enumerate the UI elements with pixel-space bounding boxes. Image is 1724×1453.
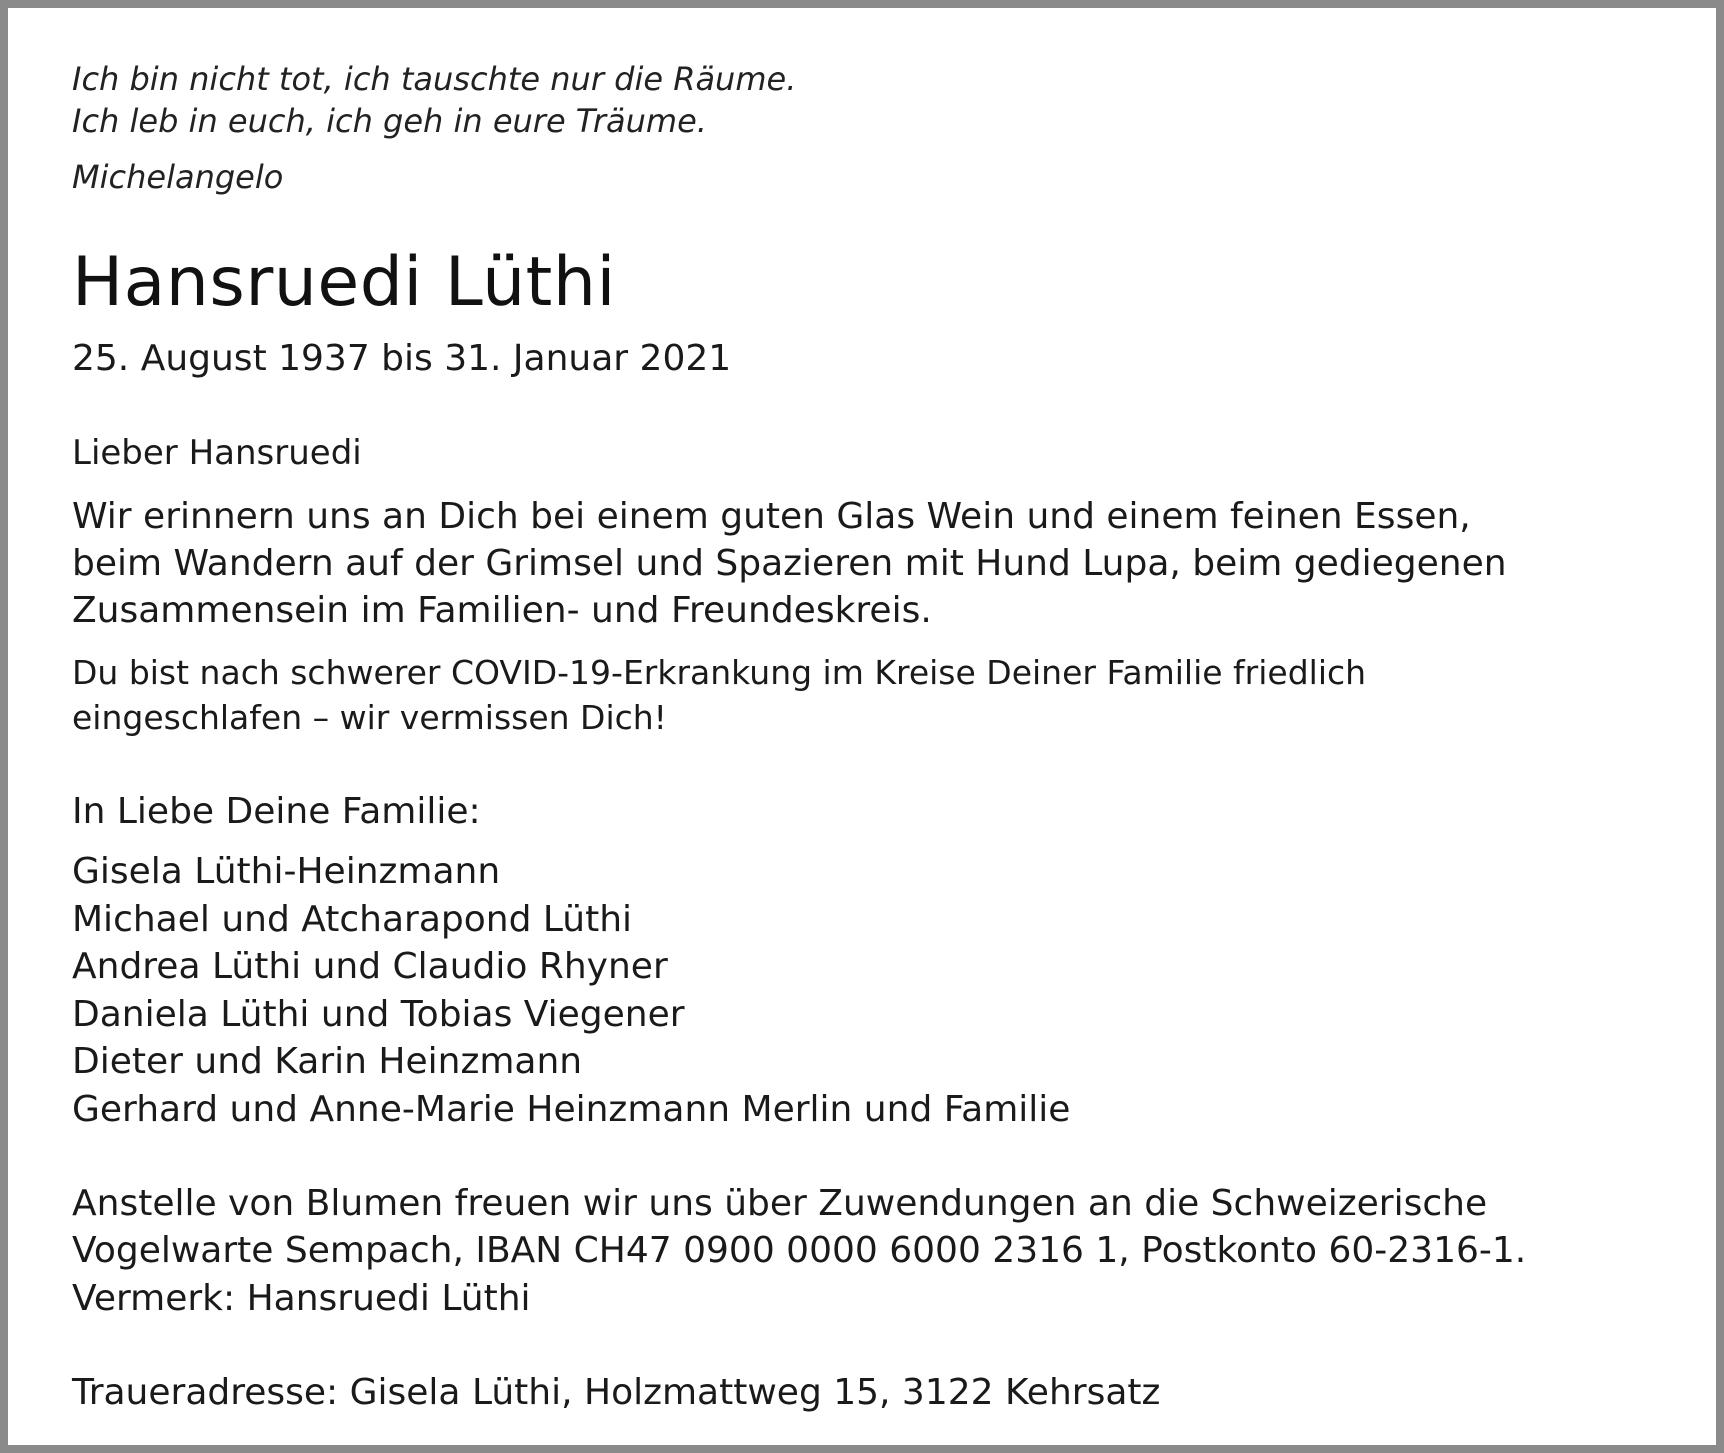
motto-line-1: Ich bin nicht tot, ich tauschte nur die Räume. (72, 60, 797, 98)
motto-line-2: Ich leb in euch, ich geh in eure Träume. (72, 102, 707, 140)
motto-author: Michelangelo (72, 158, 284, 196)
deceased-name: Hansruedi Lüthi (72, 243, 616, 322)
family-member: Daniela Lüthi und Tobias Viegener (72, 994, 685, 1035)
donation-line: Vogelwarte Sempach, IBAN CH47 0900 0000 6000 2316 1, Postkonto 60-2316-1. (72, 1230, 1527, 1271)
paragraph-1-line: beim Wandern auf der Grimsel und Spazieren mit Hund Lupa, beim gediegenen (72, 543, 1507, 584)
paragraph-1-line: Wir erinnern uns an Dich bei einem guten Glas Wein und einem feinen Essen, (72, 496, 1471, 537)
donation-line: Vermerk: Hansruedi Lüthi (72, 1278, 531, 1319)
family-member: Michael und Atcharapond Lüthi (72, 899, 633, 940)
mourning-address: Traueradresse: Gisela Lüthi, Holzmattweg 15, 3122 Kehrsatz (72, 1372, 1161, 1413)
paragraph-2-line: eingeschlafen – wir vermissen Dich! (72, 698, 667, 737)
family-member: Andrea Lüthi und Claudio Rhyner (72, 946, 668, 987)
paragraph-1-line: Zusammensein im Familien- und Freundeskreis. (72, 590, 932, 631)
family-member: Gerhard und Anne-Marie Heinzmann Merlin und Familie (72, 1089, 1071, 1130)
family-intro: In Liebe Deine Familie: (72, 791, 481, 832)
paragraph-2-line: Du bist nach schwerer COVID-19-Erkrankung im Kreise Deiner Familie friedlich (72, 653, 1367, 692)
family-member: Dieter und Karin Heinzmann (72, 1041, 583, 1082)
donation-line: Anstelle von Blumen freuen wir uns über Zuwendungen an die Schweizerische (72, 1183, 1488, 1224)
life-dates: 25. August 1937 bis 31. Januar 2021 (72, 338, 732, 379)
family-member: Gisela Lüthi-Heinzmann (72, 851, 501, 892)
salutation: Lieber Hansruedi (72, 433, 362, 473)
